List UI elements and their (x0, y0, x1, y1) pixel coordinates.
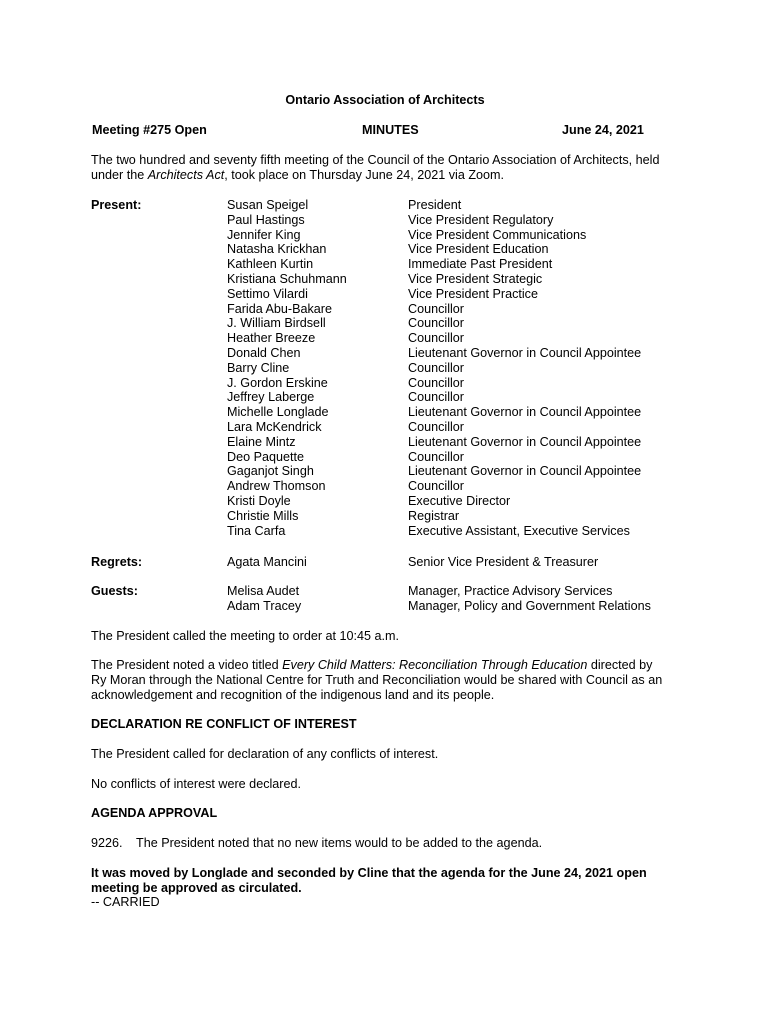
attendee-name: Elaine Mintz (227, 434, 296, 449)
attendee-role: Registrar (408, 508, 460, 523)
attendee-role: President (408, 198, 462, 212)
meeting-number: Meeting #275 Open (92, 123, 207, 137)
attendee-role: Councillor (408, 375, 464, 390)
conflict-heading: DECLARATION RE CONFLICT OF INTEREST (91, 717, 357, 731)
attendee-role: Vice President Strategic (408, 271, 543, 286)
attendee-name: Jeffrey Laberge (227, 390, 315, 405)
attendee-role: Lieutenant Governor in Council Appointee (408, 434, 642, 449)
attendee-name: Settimo Vilardi (227, 286, 308, 301)
attendee-role: Vice President Communications (408, 227, 587, 242)
attendee-name: Kathleen Kurtin (227, 257, 314, 272)
present-names-column (227, 198, 347, 538)
video-note: The President noted a video titled Every Child Matters: Reconciliation Through Education directed by Ry Moran through the National Centre for Truth and Reconciliation would be shared with Council as an acknowledgement and recognition of the indigenous land and its people. (91, 658, 663, 702)
attendee-role: Councillor (408, 390, 464, 405)
attendee-name: Paul Hastings (227, 212, 305, 227)
attendee-role: Councillor (408, 316, 464, 331)
attendee-name: Michelle Longlade (227, 405, 329, 420)
attendee-role: Executive Assistant, Executive Services (408, 523, 630, 538)
attendee-name: Andrew Thomson (227, 479, 326, 494)
attendee-role: Manager, Policy and Government Relations (408, 598, 651, 613)
attendee-role: Councillor (408, 479, 464, 494)
attendee-role: Councillor (408, 449, 464, 464)
attendee-name: Susan Speigel (227, 198, 309, 212)
regrets-label: Regrets: (91, 555, 143, 569)
attendee-name: Jennifer King (227, 227, 301, 242)
attendee-name: Heather Breeze (227, 331, 316, 346)
item-number: 9226. (91, 836, 123, 850)
present-roles-column (408, 198, 641, 538)
intro-paragraph: The two hundred and seventy fifth meeting of the Council of the Ontario Association of Architects, held under the Architects Act, took place on Thursday June 24, 2021 via Zoom. (91, 153, 660, 182)
attendee-role: Lieutenant Governor in Council Appointee (408, 405, 642, 420)
attendee-role: Immediate Past President (408, 257, 553, 272)
guests-label: Guests: (91, 584, 138, 598)
attendee-name: Tina Carfa (227, 523, 286, 538)
attendee-name: Adam Tracey (227, 598, 302, 613)
agenda-motion: It was moved by Longlade and seconded by Cline that the agenda for the June 24, 2021 open meeting be approved as circulated. (91, 866, 647, 895)
organization-title: Ontario Association of Architects (285, 93, 485, 107)
document-type: MINUTES (362, 123, 419, 137)
attendee-name: Gaganjot Singh (227, 464, 314, 479)
attendee-name: Kristiana Schuhmann (227, 271, 347, 286)
attendee-name: J. William Birdsell (227, 316, 326, 331)
agenda-item (91, 836, 671, 851)
attendee-name: Lara McKendrick (227, 419, 322, 434)
attendee-role: Manager, Practice Advisory Services (408, 584, 613, 598)
attendee-name: Agata Mancini (227, 555, 307, 569)
attendee-role: Lieutenant Governor in Council Appointee (408, 345, 642, 360)
attendee-name: Natasha Krickhan (227, 242, 327, 257)
attendee-role: Vice President Regulatory (408, 212, 554, 227)
conflict-result: No conflicts of interest were declared. (91, 777, 301, 791)
motion-result: -- CARRIED (91, 895, 160, 909)
regrets-roles-column (408, 555, 598, 570)
guests-names-column (227, 584, 301, 614)
attendee-name: Barry Cline (227, 360, 290, 375)
attendee-role: Executive Director (408, 493, 511, 508)
regrets-names-column (227, 555, 307, 570)
attendee-name: Deo Paquette (227, 449, 305, 464)
attendee-name: Christie Mills (227, 508, 299, 523)
attendee-name: Melisa Audet (227, 584, 300, 598)
attendee-role: Vice President Practice (408, 286, 538, 301)
attendee-role: Councillor (408, 360, 464, 375)
agenda-heading: AGENDA APPROVAL (91, 806, 218, 820)
attendee-name: J. Gordon Erskine (227, 375, 328, 390)
attendee-role: Councillor (408, 331, 464, 346)
attendee-name: Donald Chen (227, 345, 301, 360)
attendee-name: Farida Abu-Bakare (227, 301, 333, 316)
conflict-call: The President called for declaration of any conflicts of interest. (91, 747, 439, 761)
call-to-order: The President called the meeting to order at 10:45 a.m. (91, 629, 400, 643)
attendee-role: Senior Vice President & Treasurer (408, 555, 599, 569)
attendee-role: Councillor (408, 419, 464, 434)
attendee-role: Vice President Education (408, 242, 549, 257)
item-text: The President noted that no new items would to be added to the agenda. (136, 836, 543, 850)
attendee-name: Kristi Doyle (227, 493, 291, 508)
attendee-role: Lieutenant Governor in Council Appointee (408, 464, 642, 479)
video-title: Every Child Matters: Reconciliation Through Education (282, 658, 588, 672)
attendee-role: Councillor (408, 301, 464, 316)
present-label: Present: (91, 198, 142, 212)
meeting-date: June 24, 2021 (562, 123, 644, 137)
guests-roles-column (408, 584, 651, 614)
act-name: Architects Act (147, 168, 225, 182)
